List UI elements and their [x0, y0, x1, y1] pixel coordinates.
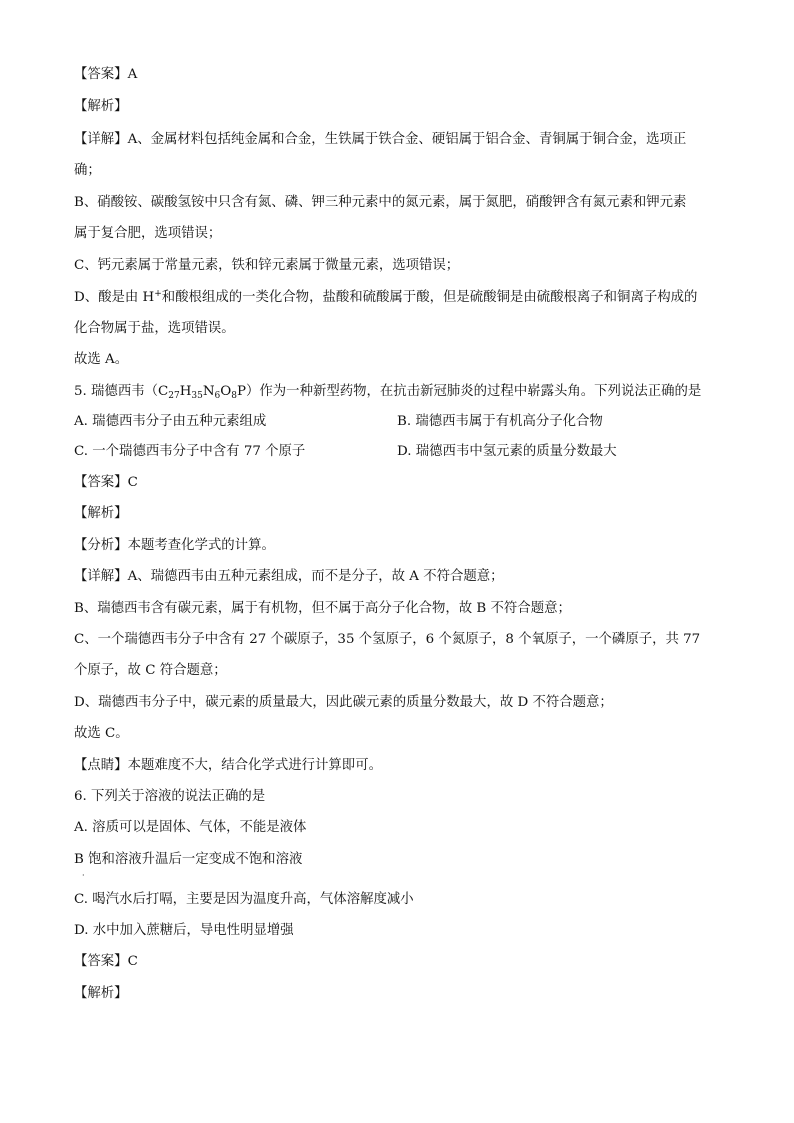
detail-line-q4-a2: 确； [74, 163, 101, 178]
choose-line-q4: 故选 A。 [74, 352, 129, 367]
detail-line-q5-c2: 个原子，故 C 符合题意； [74, 663, 227, 678]
detail-line-q5-a: 【详解】A、瑞德西韦由五种元素组成，而不是分子，故 A 不符合题意； [74, 569, 504, 584]
detail-line-q4-d2: 化合物属于盐，选项错误。 [74, 321, 235, 336]
dianjing-line-q5: 【点睛】本题难度不大，结合化学式进行计算即可。 [74, 758, 382, 773]
analysis-heading-q6: 【解析】 [74, 986, 128, 1001]
detail-line-q5-d: D、瑞德西韦分子中，碳元素的质量最大，因此碳元素的质量分数最大，故 D 不符合题意； [74, 695, 613, 710]
detail-line-q4-b2: 属于复合肥，选项错误； [74, 226, 222, 241]
answer-line-q4: 【答案】A [74, 67, 138, 82]
option-q6-d: D. 水中加入蔗糖后，导电性明显增强 [74, 923, 294, 938]
option-q6-a: A. 溶质可以是固体、气体，不能是液体 [74, 820, 307, 835]
option-q5-d: D. 瑞德西韦中氢元素的质量分数最大 [397, 444, 617, 459]
option-q5-c: C. 一个瑞德西韦分子中含有 77 个原子 [74, 444, 306, 459]
question-stem-q5: 5. 瑞德西韦$(C_{27}H_{35}N_6O_8P)$作为一种新型药物，在抗击新冠肺炎的过程中崭露头角。下列说法正确的是 [74, 384, 702, 401]
answer-line-q6: 【答案】C [74, 954, 138, 969]
detail-line-q4-c: C、钙元素属于常量元素，铁和锌元素属于微量元素，选项错误； [74, 258, 460, 273]
stray-dot-mark: · [82, 871, 85, 880]
answer-line-q5: 【答案】C [74, 475, 138, 490]
choose-line-q5: 故选 C。 [74, 726, 129, 741]
fenxi-line-q5: 【分析】本题考查化学式的计算。 [74, 538, 275, 553]
question-stem-q6: 6. 下列关于溶液的说法正确的是 [74, 789, 266, 804]
option-q5-b: B. 瑞德西韦属于有机高分子化合物 [397, 414, 603, 429]
detail-line-q4-d1: D、酸是由 H+和酸根组成的一类化合物，盐酸和硫酸属于酸，但是硫酸铜是由硫酸根离子和铜离子构成的 [74, 289, 698, 305]
detail-line-q5-b: B、瑞德西韦含有碳元素，属于有机物，但不属于高分子化合物，故 B 不符合题意； [74, 601, 571, 616]
detail-line-q5-c1: C、一个瑞德西韦分子中含有 27 个碳原子，35 个氢原子，6 个氮原子，8 个氧原子，一个磷原子，共 77 [74, 632, 701, 647]
option-q5-a: A. 瑞德西韦分子由五种元素组成 [74, 414, 267, 429]
option-q6-b: B 饱和溶液升温后一定变成不饱和溶液 [74, 852, 303, 867]
detail-line-q4-b1: B、硝酸铵、碳酸氢铵中只含有氮、磷、钾三种元素中的氮元素，属于氮肥，硝酸钾含有氮元素和钾元素 [74, 195, 687, 210]
option-q6-c: C. 喝汽水后打嗝，主要是因为温度升高，气体溶解度减小 [74, 892, 414, 907]
detail-line-q4-a1: 【详解】A、金属材料包括纯金属和合金，生铁属于铁合金、硬铝属于铝合金、青铜属于铜合金，选项正 [74, 132, 687, 147]
analysis-heading-q4: 【解析】 [74, 99, 128, 114]
analysis-heading-q5: 【解析】 [74, 506, 128, 521]
